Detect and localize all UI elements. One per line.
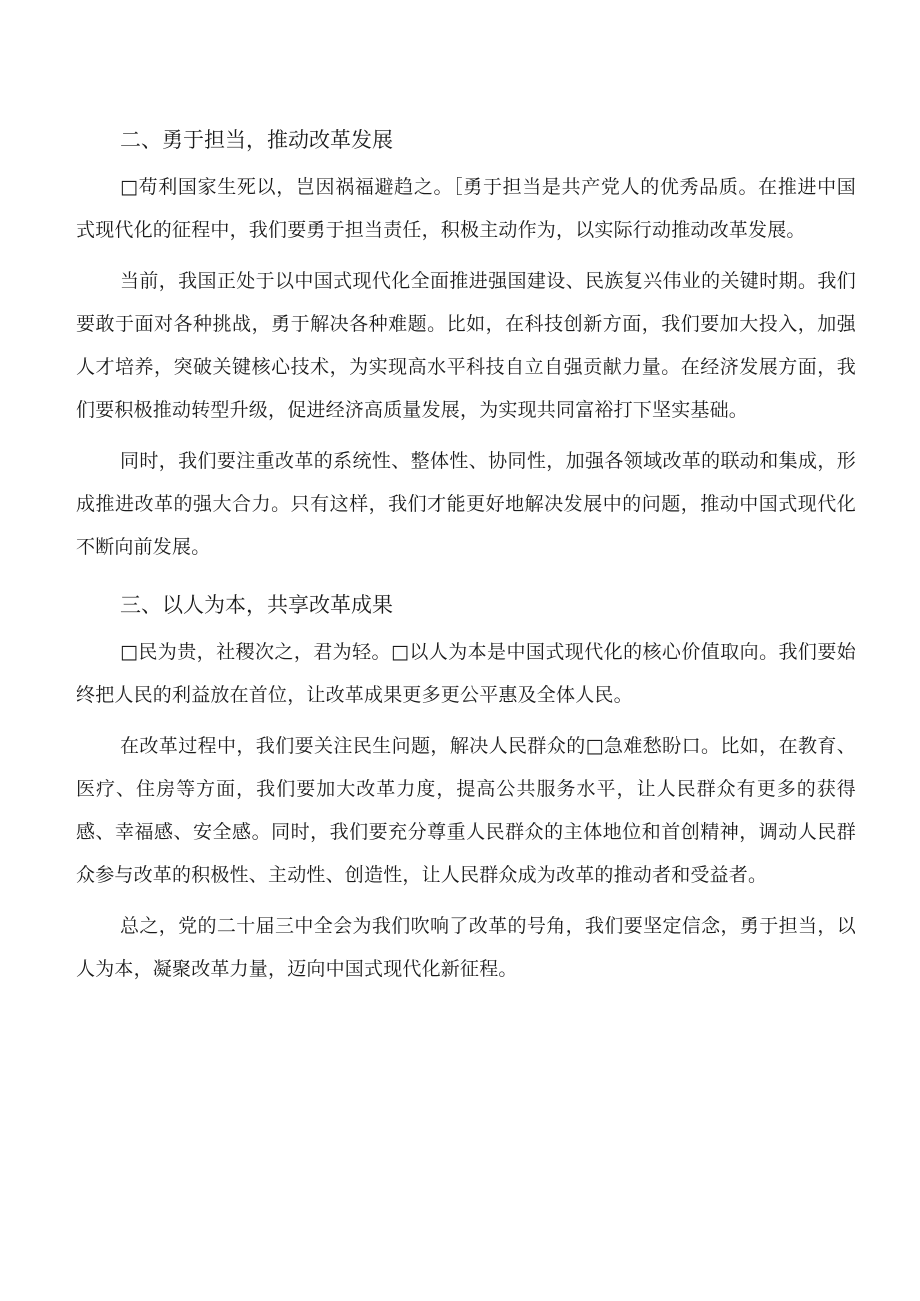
- section-heading-2: 二、勇于担当，推动改革发展: [120, 128, 393, 152]
- section-heading-3: 三、以人为本，共享改革成果: [120, 593, 393, 617]
- paragraph: 总之，党的二十届三中全会为我们吹响了改革的号角，我们要坚定信念，勇于担当，以人为本，凝聚改革力量，迈向中国式现代化新征程。: [76, 915, 856, 980]
- paragraph: 当前，我国正处于以中国式现代化全面推进强国建设、民族复兴伟业的关键时期。我们要敢于面对各种挑战，勇于解决各种难题。比如，在科技创新方面，我们要加大投入，加强人才培养，突破关键核心技术，为实现高水平科技自立自强贡献力量。在经济发展方面，我们要积极推动转型升级，促进经济高质量发展，为实现共同富裕打下坚实基础。: [76, 270, 856, 421]
- paragraph: 在改革过程中，我们要关注民生问题，解决人民群众的□急难愁盼口。比如，在教育、医疗、住房等方面，我们要加大改革力度，提高公共服务水平，让人民群众有更多的获得感、幸福感、安全感。同时，我们要充分尊重人民群众的主体地位和首创精神，调动人民群众参与改革的积极性、主动性、创造性，让人民群众成为改革的推动者和受益者。: [76, 735, 856, 886]
- paragraph: 同时，我们要注重改革的系统性、整体性、协同性，加强各领域改革的联动和集成，形成推进改革的强大合力。只有这样，我们才能更好地解决发展中的问题，推动中国式现代化不断向前发展。: [76, 450, 856, 558]
- paragraph: □苟利国家生死以，岂因祸福避趋之。［勇于担当是共产党人的优秀品质。在推进中国式现代化的征程中，我们要勇于担当责任，积极主动作为，以实际行动推动改革发展。: [76, 176, 856, 241]
- document-body: [76, 118, 856, 999]
- paragraph: □民为贵，社稷次之，君为轻。□以人为本是中国式现代化的核心价值取向。我们要始终把人民的利益放在首位，让改革成果更多更公平惠及全体人民。: [76, 641, 856, 706]
